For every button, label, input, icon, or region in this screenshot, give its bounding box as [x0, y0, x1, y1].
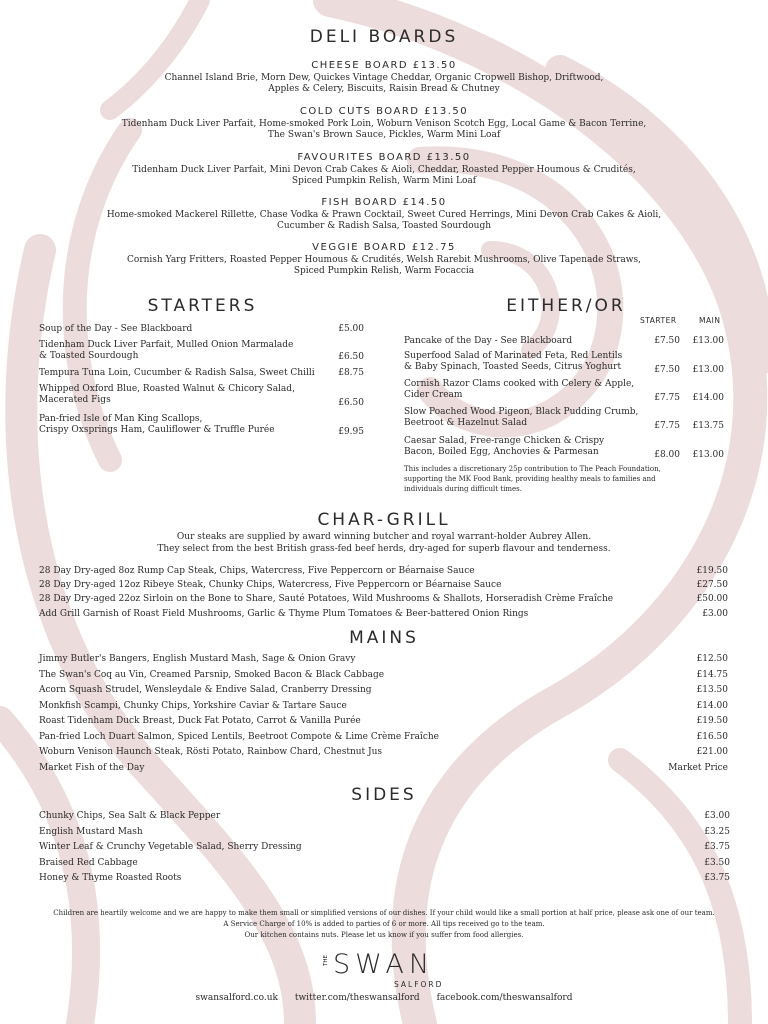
main-item: Jimmy Butler's Bangers, English Mustard Mash, Sage & Onion Gravy [39, 654, 356, 664]
item-price: £19.50 [696, 716, 728, 726]
board-description-line: Home-smoked Mackerel Rillette, Chase Vodka & Prawn Cocktail, Sweet Cured Herrings, Mini Devon Crab Cakes & Aioli, [106, 210, 662, 220]
item-price: £27.50 [696, 580, 728, 590]
board-description-line: The Swan's Brown Sauce, Pickles, Warm Mini Loaf [267, 130, 501, 140]
main-item: Acorn Squash Strudel, Wensleydale & Endive Salad, Cranberry Dressing [39, 685, 372, 695]
starter-price: £7.75 [654, 393, 680, 403]
starter-item [39, 384, 339, 406]
starter-item [39, 340, 339, 362]
item-text: & Toasted Sourdough [39, 351, 139, 361]
item-price: £19.50 [696, 566, 728, 576]
deli-boards-heading: DELI BOARDS [309, 27, 459, 47]
item-price: £16.50 [696, 732, 728, 742]
item-text: Caesar Salad, Free-range Chicken & Crispy [404, 436, 605, 446]
either-or-item [404, 379, 654, 401]
item-price: £3.50 [704, 858, 730, 868]
board-description-line: Spiced Pumpkin Relish, Warm Mini Loaf [291, 176, 477, 186]
starter-item [39, 414, 339, 436]
starter-price: £7.50 [654, 365, 680, 375]
char-grill-item: 28 Day Dry-aged 12oz Ribeye Steak, Chunky Chips, Watercress, Five Peppercorn or Béarnaise Sauce [39, 580, 502, 590]
mains-heading: MAINS [349, 628, 419, 648]
either-or-item [404, 407, 654, 429]
board-description-line: Tidenham Duck Liver Parfait, Mini Devon Crab Cakes & Aioli, Cheddar, Roasted Pepper Houmous & Crudités, [132, 165, 636, 175]
charity-note [404, 464, 724, 494]
main-price: £13.00 [692, 336, 724, 346]
footer-note-line: Children are heartily welcome and we are happy to make them small or simplified versions of our dishes. If your child would like a small portion at half price, please ask one of our team. [53, 909, 715, 917]
main-price: £14.00 [692, 393, 724, 403]
note-line: supporting the MK Food Bank, providing healthy meals to families and [404, 475, 656, 483]
starter-price: £7.50 [654, 336, 680, 346]
main-item: Market Fish of the Day [39, 763, 145, 773]
either-or-item [404, 351, 654, 373]
item-text: Crispy Oxsprings Ham, Cauliflower & Truffle Purée [39, 425, 275, 435]
facebook-link[interactable]: facebook.com/theswansalford [436, 993, 573, 1003]
note-line: individuals during difficult times. [404, 485, 522, 493]
starters-heading: STARTERS [147, 296, 258, 316]
starter-price: £8.00 [654, 450, 680, 460]
item-price: £5.00 [338, 324, 364, 334]
board-description-line: Cornish Yarg Fritters, Roasted Pepper Houmous & Crudités, Welsh Rarebit Mushrooms, Olive Tapenade Straws, [127, 255, 641, 265]
board-title: CHEESE BOARD £13.50 [311, 60, 457, 71]
board-title: COLD CUTS BOARD £13.50 [299, 106, 469, 117]
website-link[interactable]: swansalford.co.uk [195, 993, 278, 1003]
item-price: £6.50 [338, 398, 364, 408]
item-text: Macerated Figs [39, 395, 111, 405]
item-text: Superfood Salad of Marinated Feta, Red Lentils [404, 351, 623, 361]
char-grill-intro [0, 531, 768, 555]
board-description-line: Tidenham Duck Liver Parfait, Home-smoked Pork Loin, Woburn Venison Scotch Egg, Local Game & Bacon Terrine, [121, 119, 647, 129]
footer-note-line: A Service Charge of 10% is added to parties of 6 or more. All tips received go to the team. [223, 920, 545, 928]
item-text: Beetroot & Hazelnut Salad [404, 418, 528, 428]
either-or-item [404, 436, 654, 458]
note-line: This includes a discretionary 25p contribution to The Peach Foundation, [404, 465, 661, 473]
side-item: English Mustard Mash [39, 827, 143, 837]
item-text: Whipped Oxford Blue, Roasted Walnut & Chicory Salad, [39, 384, 295, 394]
main-price: £13.75 [692, 421, 724, 431]
board-description-line: Cucumber & Radish Salsa, Toasted Sourdough [276, 221, 492, 231]
item-text: Cider Cream [404, 390, 463, 400]
main-item: The Swan's Coq au Vin, Creamed Parsnip, Smoked Bacon & Black Cabbage [39, 670, 385, 680]
either-or-item [404, 336, 654, 347]
char-grill-item: Add Grill Garnish of Roast Field Mushrooms, Garlic & Thyme Plum Tomatoes & Beer-battered Onion Rings [39, 609, 529, 619]
starter-price: £7.75 [654, 421, 680, 431]
item-text: Slow Poached Wood Pigeon, Black Pudding Crumb, [404, 407, 639, 417]
item-text: & Baby Spinach, Toasted Seeds, Citrus Yoghurt [404, 362, 622, 372]
main-item: Woburn Venison Haunch Steak, Rösti Potato, Rainbow Chard, Chestnut Jus [39, 747, 383, 757]
item-price: £6.50 [338, 352, 364, 362]
side-item: Chunky Chips, Sea Salt & Black Pepper [39, 811, 221, 821]
logo-the: THE [323, 955, 329, 966]
board-description-line: Apples & Celery, Biscuits, Raisin Bread & Chutney [268, 84, 500, 94]
board-description [80, 165, 688, 187]
item-price: Market Price [668, 763, 728, 773]
char-grill-item: 28 Day Dry-aged 8oz Rump Cap Steak, Chips, Watercress, Five Peppercorn or Béarnaise Sauce [39, 566, 475, 576]
item-text: Tidenham Duck Liver Parfait, Mulled Onion Marmalade [39, 340, 294, 350]
item-text: Tempura Tuna Loin, Cucumber & Radish Salsa, Sweet Chilli [39, 368, 315, 378]
footer-notes [0, 908, 768, 941]
item-text: Bacon, Boiled Egg, Anchovies & Parmesan [404, 447, 599, 457]
char-grill-heading: CHAR-GRILL [317, 510, 451, 530]
main-item: Pan-fried Loch Duart Salmon, Spiced Lentils, Beetroot Compote & Lime Crème Fraîche [39, 732, 440, 742]
main-price: £13.00 [692, 365, 724, 375]
item-price: £8.75 [338, 368, 364, 378]
board-description [80, 119, 688, 141]
main-price: £13.00 [692, 450, 724, 460]
main-item: Monkfish Scampi, Chunky Chips, Yorkshire Caviar & Tartare Sauce [39, 701, 347, 711]
item-price: £3.00 [702, 609, 728, 619]
board-description [80, 73, 688, 95]
item-price: £21.00 [696, 747, 728, 757]
logo-salford: SALFORD [394, 980, 444, 989]
board-description [80, 210, 688, 232]
item-price: £3.75 [704, 842, 730, 852]
item-price: £13.50 [696, 685, 728, 695]
item-text: Pancake of the Day - See Blackboard [404, 336, 573, 346]
item-text: Cornish Razor Clams cooked with Celery & Apple, [404, 379, 635, 389]
item-text: Pan-fried Isle of Man King Scallops, [39, 414, 203, 424]
footer-note-line: Our kitchen contains nuts. Please let us know if you suffer from food allergies. [244, 931, 524, 939]
logo-swan: SWAN [333, 949, 435, 980]
main-item: Roast Tidenham Duck Breast, Duck Fat Potato, Carrot & Vanilla Purée [39, 716, 361, 726]
item-price: £12.50 [696, 654, 728, 664]
side-item: Honey & Thyme Roasted Roots [39, 873, 182, 883]
item-price: £3.00 [704, 811, 730, 821]
item-price: £50.00 [696, 594, 728, 604]
item-price: £14.00 [696, 701, 728, 711]
intro-line: They select from the best British grass-fed beef herds, dry-aged for superb flavour and tenderness. [157, 544, 611, 554]
starter-item [39, 368, 339, 379]
footer-links [0, 993, 768, 1003]
board-description [80, 255, 688, 277]
board-title: FISH BOARD £14.50 [321, 197, 447, 208]
board-title: VEGGIE BOARD £12.75 [312, 242, 456, 253]
board-title: FAVOURITES BOARD £13.50 [297, 152, 471, 163]
main-column-header: MAIN [699, 316, 721, 325]
item-text: Soup of the Day - See Blackboard [39, 324, 193, 334]
starter-item [39, 324, 339, 335]
board-description-line: Channel Island Brie, Morn Dew, Quickes Vintage Cheddar, Organic Cropwell Bishop, Driftwood, [164, 73, 604, 83]
starter-column-header: STARTER [640, 316, 677, 325]
item-price: £9.95 [338, 427, 364, 437]
either-or-heading: EITHER/OR [506, 296, 626, 316]
item-price: £14.75 [696, 670, 728, 680]
intro-line: Our steaks are supplied by award winning butcher and royal warrant-holder Aubrey Allen. [176, 532, 592, 542]
item-price: £3.75 [704, 873, 730, 883]
item-price: £3.25 [704, 827, 730, 837]
side-item: Winter Leaf & Crunchy Vegetable Salad, Sherry Dressing [39, 842, 302, 852]
board-description-line: Spiced Pumpkin Relish, Warm Focaccia [293, 266, 475, 276]
twitter-link[interactable]: twitter.com/theswansalford [294, 993, 420, 1003]
char-grill-item: 28 Day Dry-aged 22oz Sirloin on the Bone to Share, Sauté Potatoes, Wild Mushrooms & Shallots, Horseradish Crème Fraîche [39, 594, 614, 604]
side-item: Braised Red Cabbage [39, 858, 138, 868]
sides-heading: SIDES [351, 785, 417, 805]
